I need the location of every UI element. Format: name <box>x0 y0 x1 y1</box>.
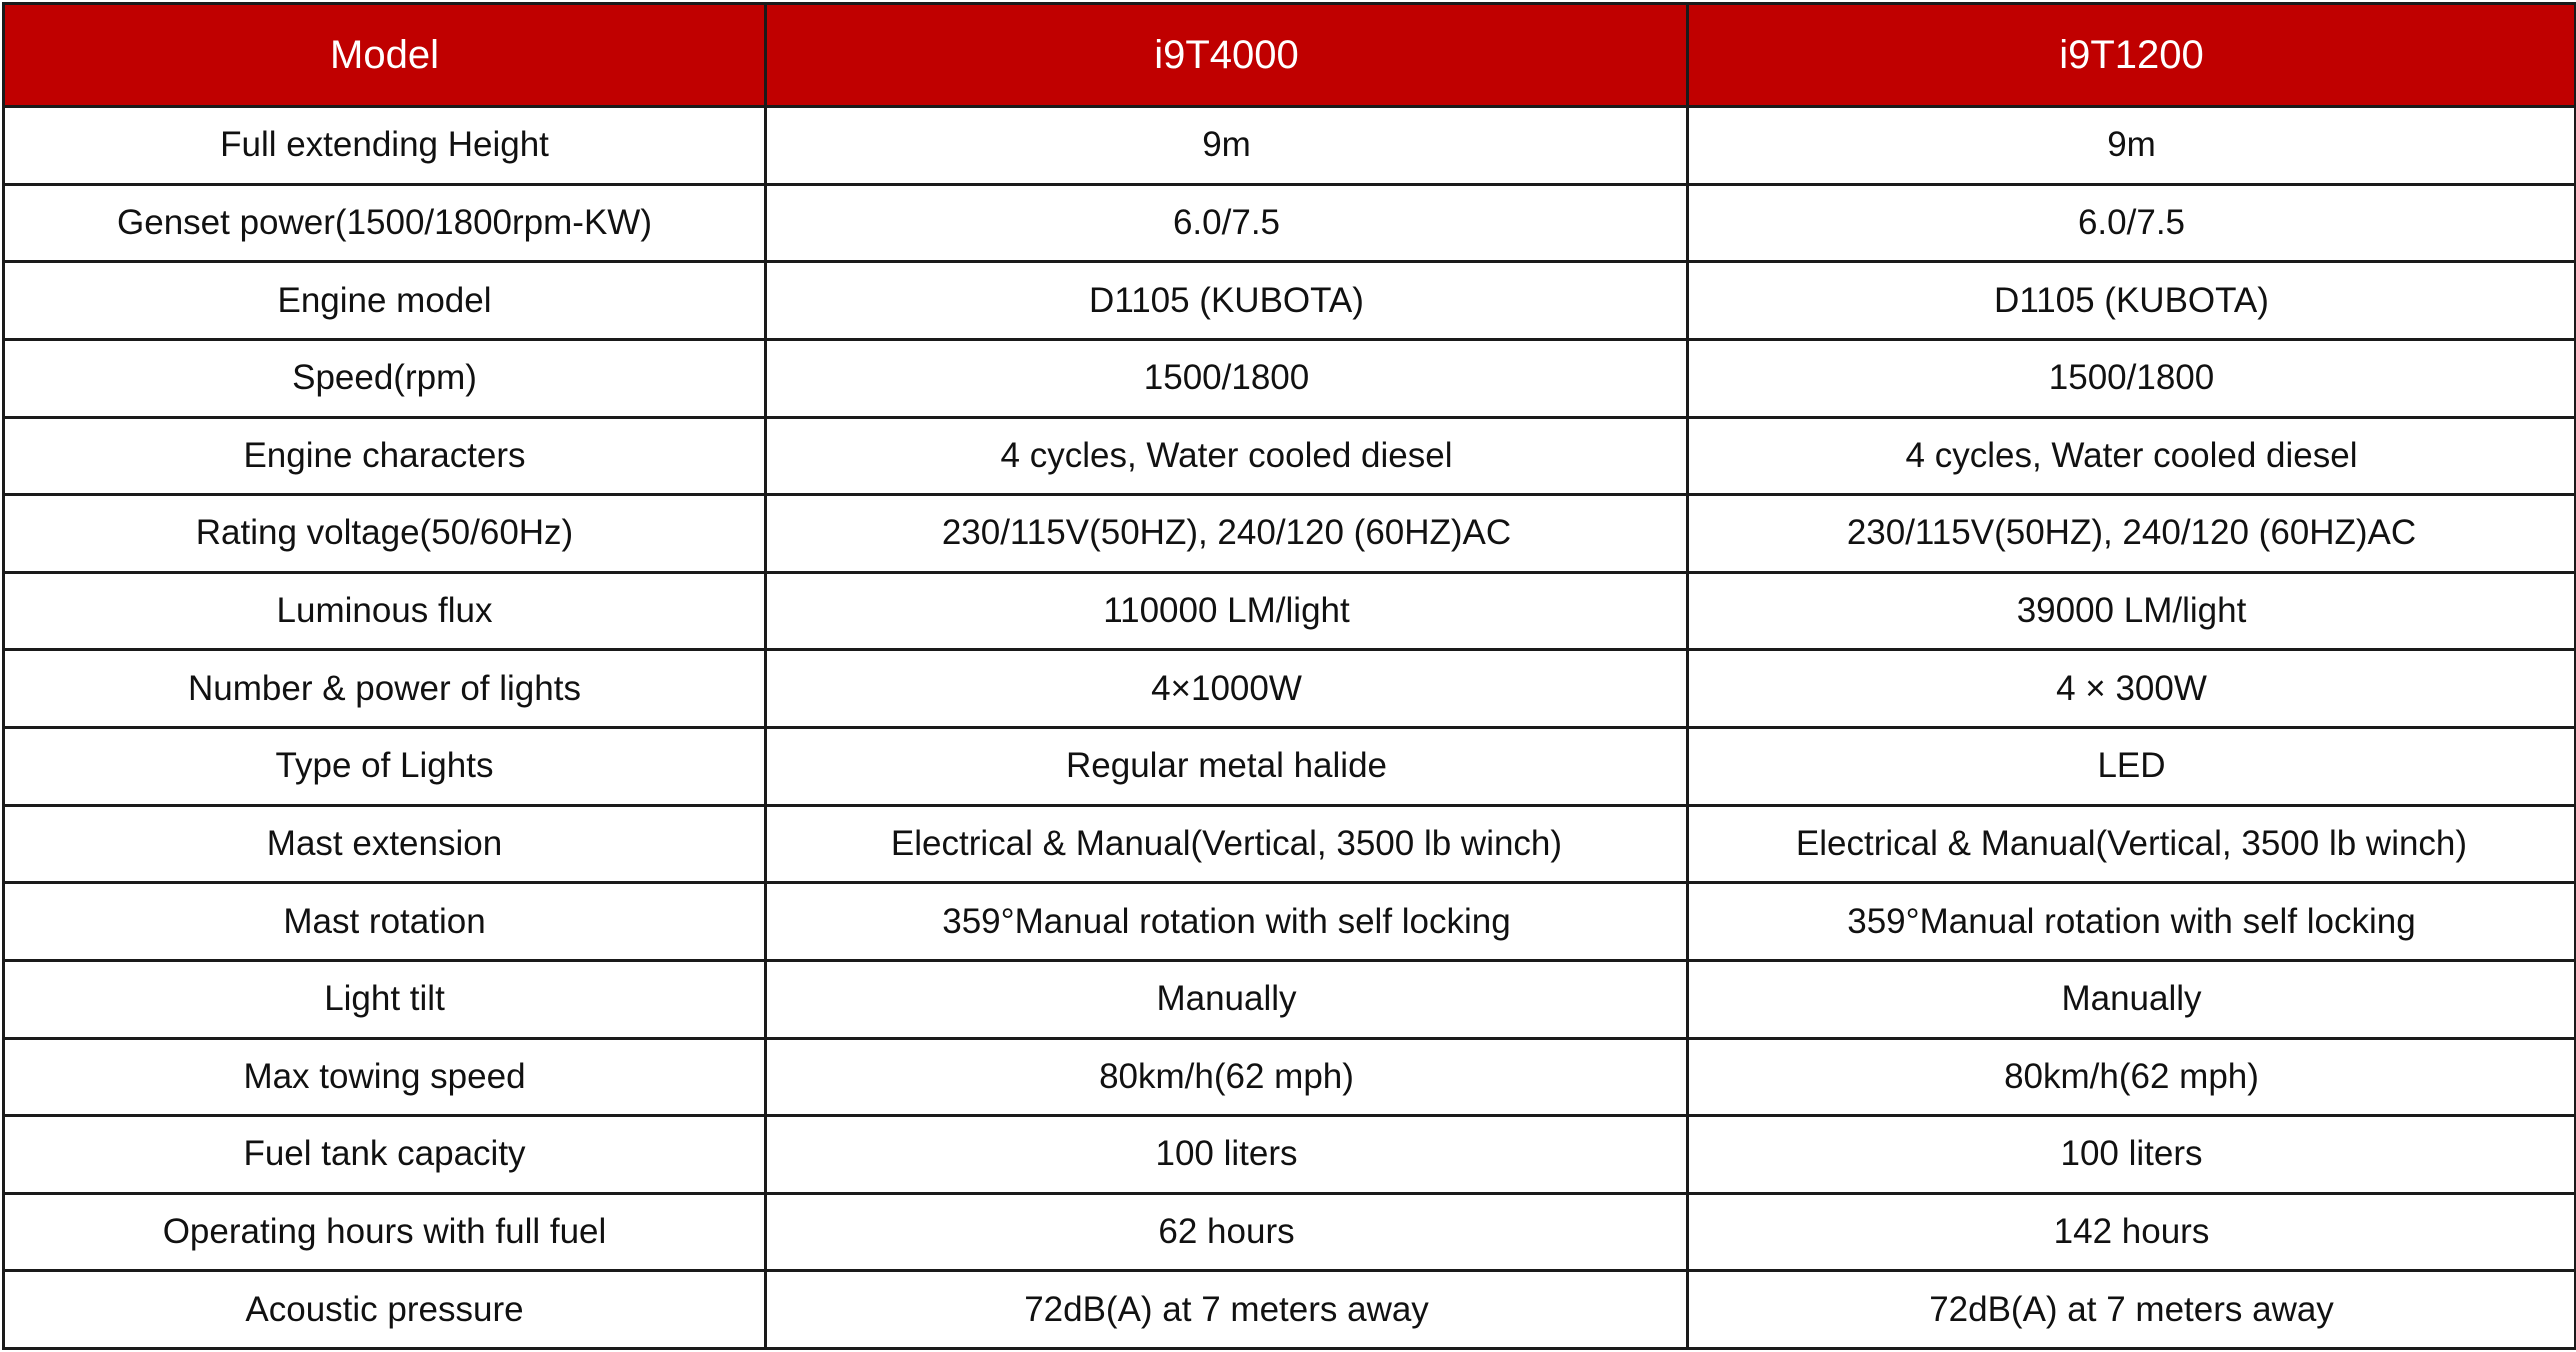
table-row <box>4 728 2576 806</box>
table-row <box>4 495 2576 573</box>
spec-value-cell-model-2: Manually <box>1688 960 2576 1038</box>
spec-value-cell-model-1: 9m <box>766 107 1688 185</box>
spec-value-cell-model-2: LED <box>1688 728 2576 806</box>
spec-value-cell-model-2: 100 liters <box>1688 1116 2576 1194</box>
spec-value-cell-model-2: 1500/1800 <box>1688 339 2576 417</box>
table-row <box>4 572 2576 650</box>
spec-value-cell-model-2: D1105 (KUBOTA) <box>1688 262 2576 340</box>
table-row <box>4 1271 2576 1349</box>
spec-value-cell-model-1: 72dB(A) at 7 meters away <box>766 1271 1688 1349</box>
spec-value-cell-model-1: 230/115V(50HZ), 240/120 (60HZ)AC <box>766 495 1688 573</box>
spec-table <box>2 2 2576 1350</box>
header-model-1: i9T4000 <box>766 4 1688 107</box>
spec-label-cell: Engine model <box>4 262 766 340</box>
spec-label-cell: Genset power(1500/1800rpm-KW) <box>4 184 766 262</box>
spec-label-cell: Mast extension <box>4 805 766 883</box>
spec-value-cell-model-1: Manually <box>766 960 1688 1038</box>
table-row <box>4 107 2576 185</box>
spec-label-cell: Rating voltage(50/60Hz) <box>4 495 766 573</box>
spec-value-cell-model-2: 230/115V(50HZ), 240/120 (60HZ)AC <box>1688 495 2576 573</box>
spec-label-cell: Full extending Height <box>4 107 766 185</box>
table-row <box>4 184 2576 262</box>
spec-value-cell-model-1: 6.0/7.5 <box>766 184 1688 262</box>
spec-value-cell-model-1: 100 liters <box>766 1116 1688 1194</box>
header-row <box>4 4 2576 107</box>
table-row <box>4 805 2576 883</box>
spec-value-cell-model-2: 359°Manual rotation with self locking <box>1688 883 2576 961</box>
table-row <box>4 883 2576 961</box>
table-row <box>4 262 2576 340</box>
spec-label-cell: Mast rotation <box>4 883 766 961</box>
spec-label-cell: Luminous flux <box>4 572 766 650</box>
table-row <box>4 339 2576 417</box>
spec-label-cell: Fuel tank capacity <box>4 1116 766 1194</box>
table-header <box>4 4 2576 107</box>
spec-value-cell-model-2: 80km/h(62 mph) <box>1688 1038 2576 1116</box>
table-row <box>4 1193 2576 1271</box>
spec-value-cell-model-2: 9m <box>1688 107 2576 185</box>
table-row <box>4 650 2576 728</box>
spec-value-cell-model-1: 359°Manual rotation with self locking <box>766 883 1688 961</box>
header-model-label: Model <box>4 4 766 107</box>
table-row <box>4 960 2576 1038</box>
spec-value-cell-model-1: 1500/1800 <box>766 339 1688 417</box>
spec-value-cell-model-1: 4×1000W <box>766 650 1688 728</box>
table-row <box>4 417 2576 495</box>
spec-value-cell-model-1: 4 cycles, Water cooled diesel <box>766 417 1688 495</box>
spec-value-cell-model-2: 6.0/7.5 <box>1688 184 2576 262</box>
spec-value-cell-model-2: 142 hours <box>1688 1193 2576 1271</box>
spec-value-cell-model-1: 80km/h(62 mph) <box>766 1038 1688 1116</box>
spec-value-cell-model-1: 110000 LM/light <box>766 572 1688 650</box>
spec-value-cell-model-1: 62 hours <box>766 1193 1688 1271</box>
spec-label-cell: Speed(rpm) <box>4 339 766 417</box>
spec-label-cell: Number & power of lights <box>4 650 766 728</box>
spec-label-cell: Engine characters <box>4 417 766 495</box>
spec-label-cell: Type of Lights <box>4 728 766 806</box>
spec-label-cell: Acoustic pressure <box>4 1271 766 1349</box>
spec-value-cell-model-2: 4 cycles, Water cooled diesel <box>1688 417 2576 495</box>
spec-value-cell-model-2: 72dB(A) at 7 meters away <box>1688 1271 2576 1349</box>
spec-label-cell: Max towing speed <box>4 1038 766 1116</box>
table-row <box>4 1116 2576 1194</box>
spec-label-cell: Operating hours with full fuel <box>4 1193 766 1271</box>
table-body <box>4 107 2576 1349</box>
spec-value-cell-model-1: D1105 (KUBOTA) <box>766 262 1688 340</box>
spec-value-cell-model-2: 39000 LM/light <box>1688 572 2576 650</box>
spec-value-cell-model-1: Regular metal halide <box>766 728 1688 806</box>
spec-value-cell-model-2: Electrical & Manual(Vertical, 3500 lb winch) <box>1688 805 2576 883</box>
table-row <box>4 1038 2576 1116</box>
header-model-2: i9T1200 <box>1688 4 2576 107</box>
spec-label-cell: Light tilt <box>4 960 766 1038</box>
spec-value-cell-model-1: Electrical & Manual(Vertical, 3500 lb winch) <box>766 805 1688 883</box>
spec-value-cell-model-2: 4 × 300W <box>1688 650 2576 728</box>
